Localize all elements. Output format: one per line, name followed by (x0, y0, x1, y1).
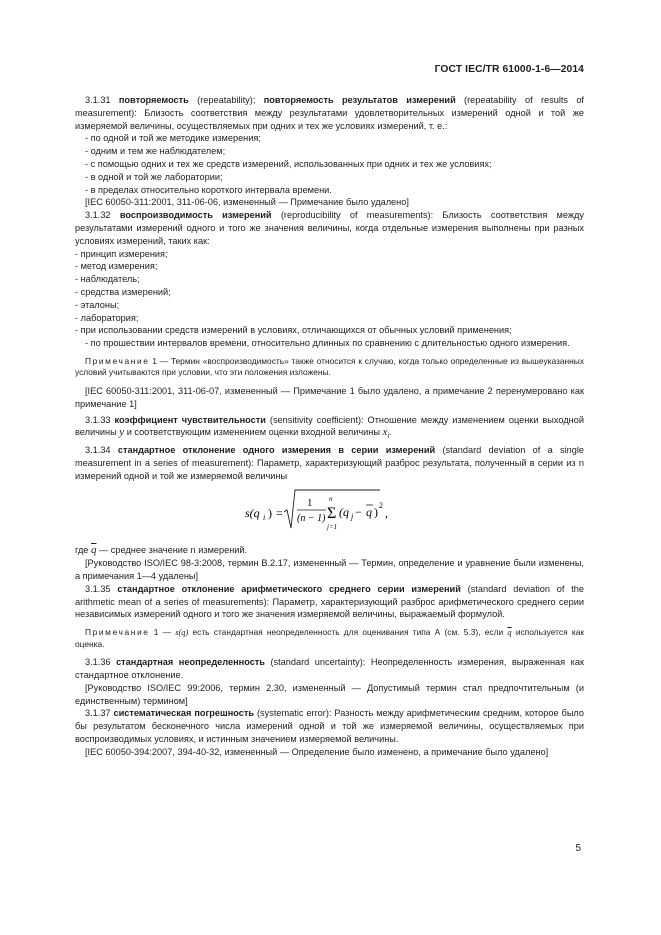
list-item: - при использовании средств измерений в условиях, отличающихся от обычных условий применения; (75, 325, 512, 336)
list-item: - по прошествии интервалов времени, относительно длинных по сравнению с длительностью одного измерения. (85, 338, 570, 349)
term-3-1-31 (75, 94, 584, 132)
formula-lhs-close: ) (268, 506, 272, 521)
note-label: Примечание (85, 355, 150, 366)
term-3-1-36 (75, 656, 584, 682)
formula-frac-den: (n − 1) (297, 513, 326, 525)
term-number: 3.1.37 (85, 708, 111, 719)
math-subscript: i (387, 433, 389, 441)
term-definition: (sensitivity coefficient): Отношение между изменением оценки выходной величины (75, 414, 584, 438)
list-item: - средства измерений; (75, 286, 171, 297)
list-item: - в пределах относительно короткого интервала времени. (85, 184, 332, 195)
term-title: стандартное отклонение арифметического среднего серии измерений (117, 583, 461, 594)
term-definition: (repeatability of results of measurement): Близость соответствия между результатами удовлетворительных измерений одной и той же измеряемой величины, осуществляемых при одних и тех же условиях измерений, т. е.: (75, 95, 584, 131)
term-definition: (standard deviation of the arithmetic mean of a series of measurements): Параметр, характеризующий разброс арифметического среднего серии независимых измерений одного и того же значения измеряемой величины, выражаемый формулой. (75, 583, 584, 620)
source-reference: [IEC 60050-311:2001, 311-06-06, измененный — Примечание было удалено] (85, 197, 409, 208)
term-3-1-34 (75, 444, 584, 482)
note-text: есть стандартная неопределенность для оценивания типа А (см. 5.3), если (192, 627, 504, 638)
where-text: где (75, 545, 89, 556)
list-item: - одним и тем же наблюдателем; (85, 146, 226, 157)
note-text: используется как оценка. (75, 627, 585, 649)
formula-sum-top: n (329, 495, 333, 504)
page-number: 5 (575, 843, 581, 854)
term-3-1-37 (75, 707, 584, 745)
punctuation: . (389, 427, 392, 438)
formula-trail: , (385, 506, 388, 521)
list-item: - наблюдатель; (75, 274, 140, 285)
formula-lhs: s(q (245, 506, 260, 521)
term-title: повторяемость (118, 95, 189, 105)
formula-power: 2 (379, 501, 383, 511)
source-reference: [Руководство ISO/IEC 98-3:2008, термин B.2.17, измененный — Термин, определение и уравнение были изменены, а примечания 1—4 удалены] (75, 558, 584, 581)
term-definition: и соответствующим изменением оценки входной величины (126, 427, 380, 438)
formula-sum: Σ (327, 505, 337, 523)
formula-where (75, 544, 584, 557)
formula-frac-num: 1 (307, 497, 313, 510)
math-var: $\overline{q}$ (90, 544, 97, 557)
note-text: 1 — (153, 627, 171, 638)
note-text: 1 — Термин «воспроизводимость» также относится к случаю, когда только определенные из вышеуказанных условий учитываются при условии, что эти положения изложены. (75, 355, 585, 378)
document-header: ГОСТ IEC/TR 61000-1-6—2014 (434, 64, 584, 75)
term-number: 3.1.31 (85, 95, 111, 105)
list-item: - эталоны; (75, 299, 120, 310)
term-definition: (standard uncertainty): Неопределенность измерения, выраженная как стандартное отклонение. (75, 657, 584, 680)
formula-sum-bot: j=1 (327, 523, 338, 532)
term-number: 3.1.36 (85, 657, 111, 668)
term-title: стандартная неопределенность (116, 657, 265, 668)
note (75, 627, 584, 650)
formula-minus: − (355, 505, 362, 520)
term-definition: (reproducibility of measurements): Близость соответствия между результатами измерений одного и того же значения величины, когда отдельные измерения выполнены при разных условиях измерений, таких как: (75, 210, 584, 246)
where-text: — среднее значение n измерений. (99, 545, 248, 556)
term-title: систематическая погрешность (113, 708, 254, 719)
term-definition: (systematic error): Разность между арифметическим средним, которое было бы результатом бесконечного числа измерений одной и той же измеряемой величины, осуществляемых при воспроизводимых условиях, и истинным значением измеряемой величины. (75, 708, 584, 744)
note (75, 356, 584, 379)
term-title: воспроизводимость измерений (119, 210, 272, 221)
term-3-1-35 (75, 583, 584, 621)
list-item: - в одной и той же лаборатории; (85, 171, 223, 182)
term-number: 3.1.34 (85, 444, 111, 455)
list-item: - по одной и той же методике измерения; (85, 133, 261, 144)
list-item: - принцип измерения; (75, 248, 168, 259)
term-number: 3.1.33 (85, 414, 111, 425)
formula-term-close: ) (374, 505, 378, 520)
source-reference: [IEC 60050-394:2007, 394-40-32, измененный — Определение было изменено, а примечание было удалено] (85, 746, 549, 757)
math-var: x (382, 426, 388, 439)
formula-svg (243, 484, 463, 542)
term-number: 3.1.32 (85, 210, 111, 221)
term-3-1-33 (75, 414, 584, 444)
formula-lhs-sub: i (263, 513, 266, 523)
math-expr: s(q) (175, 628, 189, 638)
list-item: - с помощью одних и тех же средств измерений, использованных при одних и тех же условиях; (85, 158, 492, 169)
formula-term: (q (339, 505, 349, 520)
source-reference: [IEC 60050-311:2001, 311-06-07, измененный — Примечание 1 было удалено, а примечание 2 перенумеровано как примечание 1] (75, 385, 584, 409)
list-item: - метод измерения; (75, 261, 158, 272)
term-english: (repeatability); (197, 95, 256, 105)
math-var: $\overline{q}$ (507, 628, 512, 638)
document-body (75, 94, 584, 759)
source-reference: [Руководство ISO/IEC 99:2006, термин 2.30, измененный — Допустимый термин стал предпочтительным (и единственным) термином] (75, 682, 584, 706)
term-3-1-32 (75, 209, 584, 247)
formula-std-dev (75, 484, 584, 542)
list-item: - лаборатория; (75, 312, 139, 323)
math-var: y (119, 426, 125, 439)
note-label: Примечание (85, 627, 150, 638)
term-title: повторяемость результатов измерений (263, 95, 456, 105)
formula-eq: = (276, 506, 283, 521)
term-title: коэффициент чувствительности (114, 414, 266, 425)
formula-qbar: q (366, 505, 372, 520)
term-definition: (standard deviation of a single measurement in a series of measurement): Параметр, характеризующий разброс результата, полученный в серии из n измерений одной и той же измеряемой величины (75, 444, 584, 481)
formula-term-sub: j (351, 512, 354, 522)
term-title: стандартное отклонение одного измерения в серии измерений (117, 444, 436, 455)
term-number: 3.1.35 (85, 583, 111, 594)
